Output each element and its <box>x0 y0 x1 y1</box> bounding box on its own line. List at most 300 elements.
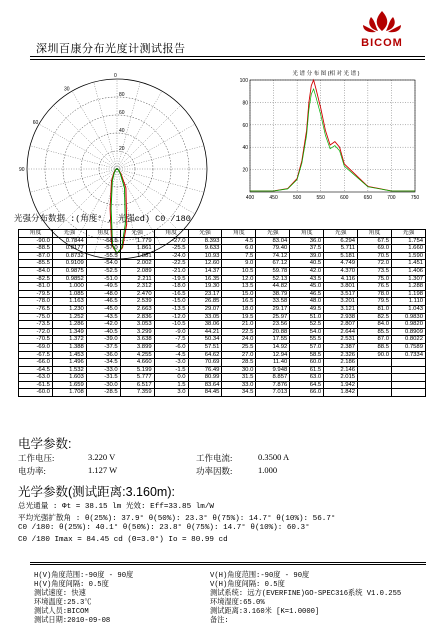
table-cell: 33.05 <box>188 313 222 321</box>
table-cell: 28.5 <box>222 359 256 367</box>
table-cell: 3.299 <box>120 328 154 336</box>
angle-column-header: 角度 <box>358 230 392 238</box>
table-cell: 9.948 <box>256 366 290 374</box>
polar-angle-label: 60 <box>32 120 39 126</box>
spectrum-x-tick: 700 <box>387 195 396 201</box>
table-cell <box>358 381 392 389</box>
table-cell: 51.0 <box>290 313 324 321</box>
table-cell: 30.0 <box>222 366 256 374</box>
table-cell: 64.62 <box>188 351 222 359</box>
table-cell: -30.0 <box>86 381 120 389</box>
table-cell: 76.5 <box>358 283 392 291</box>
electrical-heading: 电学参数: <box>18 437 72 451</box>
table-cell: -45.0 <box>86 305 120 313</box>
table-cell: -88.5 <box>19 245 53 253</box>
table-cell: 33.0 <box>222 381 256 389</box>
table-cell: 0.8177 <box>52 245 86 253</box>
table-row <box>19 245 426 253</box>
angle-column-header: 角度 <box>19 230 53 238</box>
table-cell: 40.5 <box>290 260 324 268</box>
table-cell: -27.0 <box>154 237 188 245</box>
spectrum-y-tick: 100 <box>239 78 248 84</box>
table-cell: 42.0 <box>290 267 324 275</box>
table-row <box>19 275 426 283</box>
table-cell: 23.56 <box>256 321 290 329</box>
table-cell: 2.531 <box>324 336 358 344</box>
logo-text: BICOM <box>361 37 403 49</box>
table-cell: 2.002 <box>120 260 154 268</box>
table-cell: 0.8022 <box>391 336 425 344</box>
table-row <box>19 305 426 313</box>
table-row <box>19 321 426 329</box>
table-cell: -10.5 <box>154 321 188 329</box>
table-cell: 1.198 <box>391 290 425 298</box>
polar-spoke <box>94 82 117 169</box>
table-cell: 57.51 <box>188 343 222 351</box>
table-cell: 1.307 <box>391 275 425 283</box>
table-cell: 18.0 <box>222 305 256 313</box>
table-cell: -67.5 <box>19 351 53 359</box>
table-cell: 54.0 <box>290 328 324 336</box>
table-cell: 55.5 <box>290 336 324 344</box>
spectrum-x-tick: 650 <box>363 195 373 201</box>
table-cell: 1.000 <box>52 283 86 291</box>
intensity-column-header: 光强 <box>324 230 358 238</box>
table-cell: -63.0 <box>19 374 53 382</box>
table-cell: -51.0 <box>86 275 120 283</box>
polar-ring-label: 20 <box>119 146 125 152</box>
table-cell: -78.0 <box>19 298 53 306</box>
table-cell: 7.013 <box>256 389 290 397</box>
table-cell: -3.0 <box>154 359 188 367</box>
table-cell: -73.5 <box>19 321 53 329</box>
table-cell: -85.5 <box>19 260 53 268</box>
table-cell: 79.40 <box>256 245 290 253</box>
table-cell: 1.660 <box>391 245 425 253</box>
table-cell: 2.663 <box>120 305 154 313</box>
table-cell: -39.0 <box>86 336 120 344</box>
table-cell: -52.5 <box>86 267 120 275</box>
table-cell: 12.0 <box>222 275 256 283</box>
table-cell: -75.0 <box>19 313 53 321</box>
table-cell: 1.754 <box>391 237 425 245</box>
table-cell: 37.5 <box>290 245 324 253</box>
spectrum-title: 光 谱 分 布 图 (相 对 光 谱 ) <box>292 71 360 77</box>
footer-left-1: H(V)角度范围:-90度 - 90度 <box>34 572 134 580</box>
table-cell: 1.349 <box>52 328 86 336</box>
table-cell: 1.252 <box>52 313 86 321</box>
table-cell: 38.79 <box>256 290 290 298</box>
table-cell: -70.5 <box>19 336 53 344</box>
table-cell: 21.0 <box>222 321 256 329</box>
spectrum-x-tick: 500 <box>292 195 302 201</box>
polar-angle-label: 90 <box>19 167 25 173</box>
table-cell: 25.5 <box>222 343 256 351</box>
spectrum-y-tick: 40 <box>242 145 248 152</box>
table-cell: -57.0 <box>86 245 120 253</box>
table-cell: -61.5 <box>19 381 53 389</box>
table-cell: 0.8909 <box>391 328 425 336</box>
footer-left-5: 测试人员:BICOM <box>34 608 89 616</box>
table-cell: 8.857 <box>256 374 290 382</box>
table-cell: 27.0 <box>222 351 256 359</box>
table-cell: 1.496 <box>52 359 86 367</box>
footer-left-2: H(V)角度间隔: 0.5度 <box>34 581 109 589</box>
table-cell: 1.861 <box>120 245 154 253</box>
table-cell: 4.660 <box>120 359 154 367</box>
table-cell: 2.146 <box>324 366 358 374</box>
table-cell: -15.0 <box>154 298 188 306</box>
footer-right-3: 测试系统: 远方(EVERFINE)GO-SPEC316系统 V1.0.255 <box>210 590 402 598</box>
table-cell: -46.5 <box>86 298 120 306</box>
table-cell: -72.0 <box>19 328 53 336</box>
table-row <box>19 313 426 321</box>
report-title: 深圳百康分布光度计测试报告 <box>36 43 186 55</box>
angle-column-header: 角度 <box>222 230 256 238</box>
footer-left-6: 测试日期:2010-09-08 <box>34 617 111 625</box>
table-cell: 4.749 <box>324 260 358 268</box>
angle-column-header: 角度 <box>154 230 188 238</box>
table-cell: 4.255 <box>120 351 154 359</box>
table-cell: -12.0 <box>154 313 188 321</box>
table-cell <box>391 381 425 389</box>
table-cell: -28.5 <box>86 389 120 397</box>
footer-right-5: 测试距离:3.160米 [K=1.0000] <box>210 608 320 616</box>
table-row <box>19 381 426 389</box>
table-cell: 1.881 <box>120 252 154 260</box>
polar-spoke <box>30 169 117 192</box>
table-cell: 0.9109 <box>52 260 86 268</box>
table-cell: 4.370 <box>324 267 358 275</box>
table-cell: -19.5 <box>154 275 188 283</box>
table-cell: 85.5 <box>358 328 392 336</box>
polar-angle-label: 30 <box>64 86 70 93</box>
table-cell: 13.5 <box>222 283 256 291</box>
table-row <box>19 290 426 298</box>
table-cell: -60.0 <box>19 389 53 397</box>
table-cell: 2.470 <box>120 290 154 298</box>
table-cell: 72.0 <box>358 260 392 268</box>
optical-heading: 光学参数(测试距离:3.160m): <box>18 485 175 499</box>
table-cell: 9.633 <box>188 245 222 253</box>
table-cell <box>358 366 392 374</box>
polar-spoke <box>117 169 195 214</box>
table-cell: -33.0 <box>86 366 120 374</box>
table-row <box>19 252 426 260</box>
table-cell: 14.92 <box>256 343 290 351</box>
table-cell: 7.876 <box>256 381 290 389</box>
power-value: 1.127 W <box>88 465 118 475</box>
table-cell: 10.93 <box>188 252 222 260</box>
table-cell: 1.163 <box>52 298 86 306</box>
table-cell: 12.94 <box>256 351 290 359</box>
table-cell: 24.0 <box>222 336 256 344</box>
table-cell: 59.78 <box>256 267 290 275</box>
table-cell: 25.97 <box>256 313 290 321</box>
table-cell: -87.0 <box>19 252 53 260</box>
table-cell: 0.9820 <box>391 321 425 329</box>
table-cell: 2.326 <box>324 351 358 359</box>
table-row <box>19 260 426 268</box>
table-cell: 2.186 <box>324 359 358 367</box>
table-cell: 22.5 <box>222 328 256 336</box>
table-cell: 80.99 <box>188 374 222 382</box>
table-cell: 36.0 <box>290 237 324 245</box>
table-cell: 58.5 <box>290 351 324 359</box>
table-cell: 10.5 <box>222 267 256 275</box>
table-cell: 33.58 <box>256 298 290 306</box>
table-cell: 1.842 <box>324 389 358 397</box>
table-cell: -54.0 <box>86 260 120 268</box>
table-cell: -36.0 <box>86 351 120 359</box>
distribution-title: 光强分布数据 :(角度° , 光强cd) C0 /180 <box>14 214 191 224</box>
header-rule <box>30 56 425 57</box>
spectrum-line-2 <box>250 89 415 191</box>
table-cell: 57.0 <box>290 343 324 351</box>
table-cell: 76.49 <box>188 366 222 374</box>
table-cell: 2.387 <box>324 343 358 351</box>
table-cell: 82.5 <box>358 313 392 321</box>
spectrum-plot-frame <box>250 80 415 192</box>
footer-right-4: 环境湿度:65.0% <box>210 599 265 607</box>
polar-spoke <box>72 91 117 169</box>
table-cell: 0.7334 <box>391 351 425 359</box>
table-cell: 6.517 <box>120 381 154 389</box>
table-cell: 1.388 <box>52 343 86 351</box>
table-cell: 6.0 <box>222 245 256 253</box>
table-cell: 74.12 <box>256 252 290 260</box>
polar-angle-label: 0 <box>114 73 117 79</box>
table-cell <box>358 359 392 367</box>
footer-left-3: 测试速度: 快速 <box>34 590 86 598</box>
intensity-column-header: 光强 <box>391 230 425 238</box>
table-cell: 45.0 <box>290 283 324 291</box>
polar-spoke <box>39 169 117 214</box>
table-cell: 0.7844 <box>52 237 86 245</box>
table-cell: 60.0 <box>290 359 324 367</box>
table-cell: 1.286 <box>52 321 86 329</box>
spectrum-chart <box>228 66 424 216</box>
table-cell: 0.8732 <box>52 252 86 260</box>
table-cell: -84.0 <box>19 267 53 275</box>
table-cell: 7.5 <box>222 252 256 260</box>
table-cell: 70.69 <box>188 359 222 367</box>
table-cell: 87.0 <box>358 336 392 344</box>
intensity-column-header: 光强 <box>52 230 86 238</box>
table-cell: 0.7589 <box>391 343 425 351</box>
table-cell: -31.5 <box>86 374 120 382</box>
table-cell: 44.21 <box>188 328 222 336</box>
table-cell: 14.37 <box>188 267 222 275</box>
table-cell: -40.5 <box>86 328 120 336</box>
table-cell: 1.230 <box>52 305 86 313</box>
footer-right-2: V(H)角度间隔: 0.5度 <box>210 581 285 589</box>
spectrum-x-tick: 750 <box>410 195 420 201</box>
table-cell: 19.5 <box>222 313 256 321</box>
table-cell: -18.0 <box>154 283 188 291</box>
power-label: 电功率: <box>18 466 46 476</box>
table-cell: 2.539 <box>120 298 154 306</box>
table-cell: 5.181 <box>324 252 358 260</box>
table-cell: 6.294 <box>324 237 358 245</box>
table-cell: 1.5 <box>154 381 188 389</box>
table-cell: 29.07 <box>188 305 222 313</box>
spectrum-x-tick: 450 <box>269 195 278 201</box>
table-row <box>19 366 426 374</box>
table-header-row <box>19 230 426 238</box>
table-cell: 16.5 <box>222 298 256 306</box>
table-cell: 70.5 <box>358 252 392 260</box>
bicom-logo <box>345 9 420 51</box>
table-cell: -79.5 <box>19 290 53 298</box>
table-cell: 67.5 <box>358 237 392 245</box>
table-cell: 67.12 <box>256 260 290 268</box>
table-cell: 83.04 <box>256 237 290 245</box>
table-cell: 83.64 <box>188 381 222 389</box>
table-row <box>19 267 426 275</box>
table-cell: 23.17 <box>188 290 222 298</box>
table-cell: 3.899 <box>120 343 154 351</box>
table-cell: 38.06 <box>188 321 222 329</box>
header-rule-2 <box>30 59 425 60</box>
polar-ring-label: 60 <box>119 110 125 116</box>
polar-ring-label: 40 <box>119 128 125 134</box>
footer-rule <box>30 562 426 563</box>
table-cell: 75.0 <box>358 275 392 283</box>
table-row <box>19 283 426 291</box>
angle-column-header: 角度 <box>86 230 120 238</box>
table-cell: 2.644 <box>324 328 358 336</box>
table-cell: 88.5 <box>358 343 392 351</box>
table-cell: 0.9830 <box>391 313 425 321</box>
table-cell: 0.0 <box>154 374 188 382</box>
optical-line-4: C0 /180 Imax = 84.45 cd (Θ=3.0°) Io = 80.99 cd <box>18 536 228 544</box>
table-cell: 1.532 <box>52 366 86 374</box>
footer-left-4: 环境温度:25.3℃ <box>34 599 92 607</box>
table-row <box>19 389 426 397</box>
table-cell: 1.085 <box>52 290 86 298</box>
table-cell: 3.201 <box>324 298 358 306</box>
table-cell: 2.836 <box>120 313 154 321</box>
table-cell: -48.0 <box>86 290 120 298</box>
table-cell: 3.801 <box>324 283 358 291</box>
polar-spoke <box>39 124 117 169</box>
table-cell: -76.5 <box>19 305 53 313</box>
table-cell: -34.5 <box>86 359 120 367</box>
footer-right-1: V(H)角度范围:-90度 - 90度 <box>210 572 310 580</box>
table-cell: -64.5 <box>19 366 53 374</box>
table-cell: -22.5 <box>154 260 188 268</box>
pf-label: 功率因数: <box>196 466 233 476</box>
footer-right-6: 备注: <box>210 617 229 625</box>
table-cell: 1.453 <box>52 351 86 359</box>
spectrum-y-tick: 80 <box>242 100 248 107</box>
table-cell: 20.88 <box>256 328 290 336</box>
table-row <box>19 328 426 336</box>
table-cell <box>358 389 392 397</box>
table-row <box>19 336 426 344</box>
table-cell: -58.5 <box>86 237 120 245</box>
spectrum-x-tick: 550 <box>316 195 325 201</box>
table-cell: 3.638 <box>120 336 154 344</box>
table-cell: -25.5 <box>154 245 188 253</box>
optical-line-3: C0 /180: θ(25%): 40.1° θ(50%): 23.8° θ(75%): 14.7° θ(10%): 60.3° <box>18 524 310 532</box>
optical-line-1: 总光通量 : Φt = 38.15 lm 光效: Eff=33.85 lm/W <box>18 503 214 511</box>
table-cell: 78.0 <box>358 290 392 298</box>
table-cell: 61.5 <box>290 366 324 374</box>
table-cell: 4.116 <box>324 275 358 283</box>
polar-spoke <box>117 146 204 169</box>
intensity-column-header: 光强 <box>188 230 222 238</box>
table-cell: 66.0 <box>290 389 324 397</box>
table-cell: 15.0 <box>222 290 256 298</box>
table-cell: -69.0 <box>19 343 53 351</box>
table-cell: -1.5 <box>154 366 188 374</box>
spectrum-x-tick: 600 <box>340 195 349 201</box>
table-cell: -9.0 <box>154 328 188 336</box>
table-cell: 1.110 <box>391 298 425 306</box>
table-cell: 39.0 <box>290 252 324 260</box>
spectrum-line <box>250 80 415 191</box>
polar-spoke <box>30 146 117 169</box>
polar-ring-label: 80 <box>119 92 125 98</box>
table-row <box>19 374 426 382</box>
table-cell: -7.5 <box>154 336 188 344</box>
table-cell: 11.40 <box>256 359 290 367</box>
spectrum-x-tick: 400 <box>245 195 255 201</box>
current-value: 0.3500 A <box>258 452 290 462</box>
table-cell: 1.288 <box>391 283 425 291</box>
table-cell: 79.5 <box>358 298 392 306</box>
table-row <box>19 343 426 351</box>
table-cell <box>358 374 392 382</box>
table-cell: 4.5 <box>222 237 256 245</box>
table-cell: 49.5 <box>290 305 324 313</box>
table-cell: 84.45 <box>188 389 222 397</box>
table-cell <box>391 389 425 397</box>
table-cell: 1.942 <box>324 381 358 389</box>
distribution-table <box>18 229 426 397</box>
table-cell: -6.0 <box>154 343 188 351</box>
table-cell: 44.82 <box>256 283 290 291</box>
polar-spoke <box>53 105 117 169</box>
table-cell: -43.5 <box>86 313 120 321</box>
table-cell: 5.777 <box>120 374 154 382</box>
table-row <box>19 237 426 245</box>
table-cell: 69.0 <box>358 245 392 253</box>
table-cell: 3.053 <box>120 321 154 329</box>
spectrum-y-tick: 60 <box>242 122 248 129</box>
table-cell: 1.708 <box>52 389 86 397</box>
table-cell: 48.0 <box>290 298 324 306</box>
polar-spoke <box>117 124 195 169</box>
voltage-value: 3.220 V <box>88 452 116 462</box>
table-cell: 2.211 <box>120 275 154 283</box>
table-cell: -81.0 <box>19 283 53 291</box>
table-cell: 19.30 <box>188 283 222 291</box>
table-cell <box>391 359 425 367</box>
table-cell: 1.451 <box>391 260 425 268</box>
table-cell: -49.5 <box>86 283 120 291</box>
table-cell: 2.807 <box>324 321 358 329</box>
table-cell: 3.517 <box>324 290 358 298</box>
voltage-label: 工作电压: <box>18 453 55 463</box>
table-cell: 7.359 <box>120 389 154 397</box>
table-cell: 2.312 <box>120 283 154 291</box>
table-cell: 34.5 <box>222 389 256 397</box>
table-cell: -16.5 <box>154 290 188 298</box>
table-row <box>19 298 426 306</box>
